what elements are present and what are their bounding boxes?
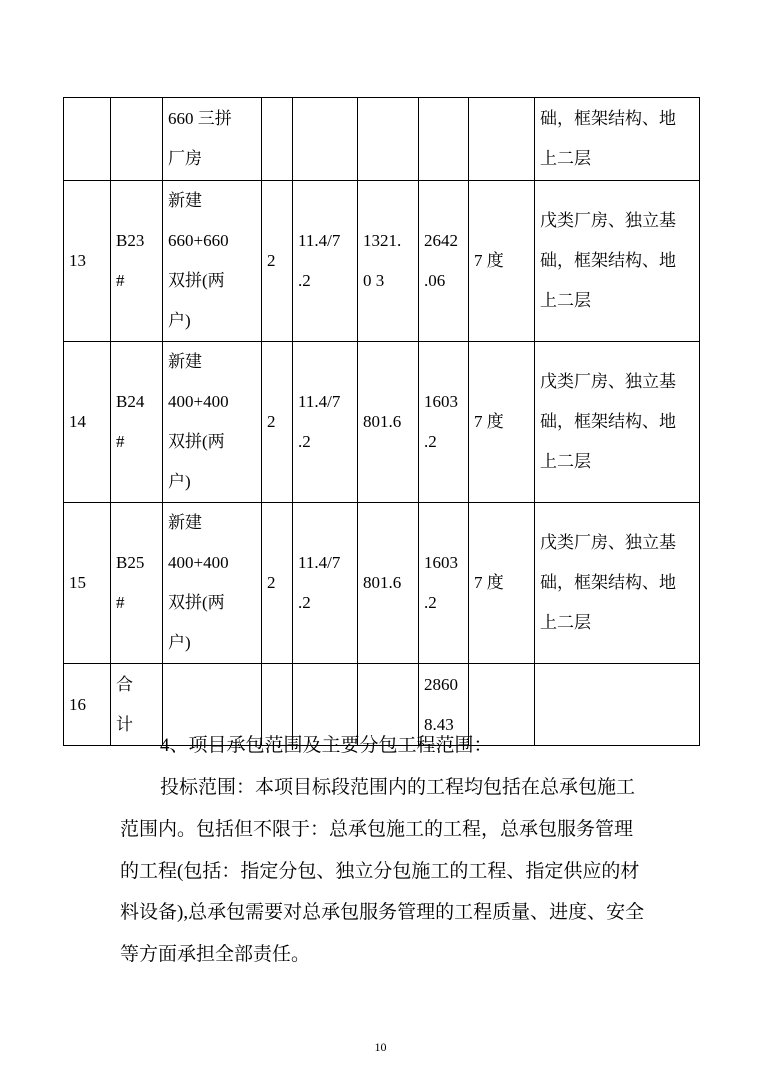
table-row: [64, 342, 700, 503]
cell-height: 11.4/7 .2: [293, 181, 358, 342]
cell-no: [64, 98, 111, 181]
scope-paragraph: 投标范围：本项目标段范围内的工程均包括在总承包施工 范围内。包括但不限于：总承包施工的工程，总承包服务管理 的工程(包括：指定分包、独立分包施工的工程、指定供应的材 料设备),总承包需要对总承包服务管理的工程质量、进度、安全 等方面承担全部责任。: [120, 777, 645, 966]
cell-code: 合 计: [111, 664, 163, 746]
cell-area-total: 2860 8.43: [419, 664, 469, 746]
table-row: [64, 503, 700, 664]
cell-structure: 戊类厂房、独立基 础，框架结构、地 上二层: [535, 342, 700, 503]
cell-area-unit: 801.6: [358, 342, 419, 503]
cell-area-unit: 801.6: [358, 503, 419, 664]
table-row: [64, 181, 700, 342]
cell-structure: 础，框架结构、地 上二层: [535, 98, 700, 181]
cell-desc: 新建 400+400 双拼(两 户): [163, 342, 262, 503]
cell-structure: 戊类厂房、独立基 础，框架结构、地 上二层: [535, 503, 700, 664]
cell-code: B25 #: [111, 503, 163, 664]
cell-code: B23 #: [111, 181, 163, 342]
cell-area-unit: 1321. 0 3: [358, 181, 419, 342]
cell-seismic: 7 度: [469, 503, 535, 664]
cell-height: 11.4/7 .2: [293, 342, 358, 503]
cell-no: 14: [64, 342, 111, 503]
cell-seismic: 7 度: [469, 342, 535, 503]
cell-no: 16: [64, 664, 111, 746]
cell-floors: [262, 98, 293, 181]
cell-height: 11.4/7 .2: [293, 503, 358, 664]
cell-desc: 新建 660+660 双拼(两 户): [163, 181, 262, 342]
cell-floors: 2: [262, 503, 293, 664]
cell-floors: 2: [262, 342, 293, 503]
cell-code: [111, 98, 163, 181]
table-row: [64, 98, 700, 181]
cell-desc: 新建 400+400 双拼(两 户): [163, 503, 262, 664]
cell-area-unit: [358, 98, 419, 181]
cell-area-total: [419, 98, 469, 181]
cell-code: B24 #: [111, 342, 163, 503]
cell-seismic: [469, 98, 535, 181]
cell-no: 13: [64, 181, 111, 342]
section-heading: 4、项目承包范围及主要分包工程范围：: [160, 735, 493, 756]
cell-no: 15: [64, 503, 111, 664]
cell-area-total: 1603 .2: [419, 342, 469, 503]
cell-floors: 2: [262, 181, 293, 342]
cell-seismic: 7 度: [469, 181, 535, 342]
page-number: 10: [374, 1040, 387, 1054]
cell-area-total: 2642 .06: [419, 181, 469, 342]
project-table: [63, 97, 700, 746]
cell-structure: 戊类厂房、独立基 础，框架结构、地 上二层: [535, 181, 700, 342]
cell-desc: 660 三拼 厂房: [163, 98, 262, 181]
cell-height: [293, 98, 358, 181]
cell-area-total: 1603 .2: [419, 503, 469, 664]
